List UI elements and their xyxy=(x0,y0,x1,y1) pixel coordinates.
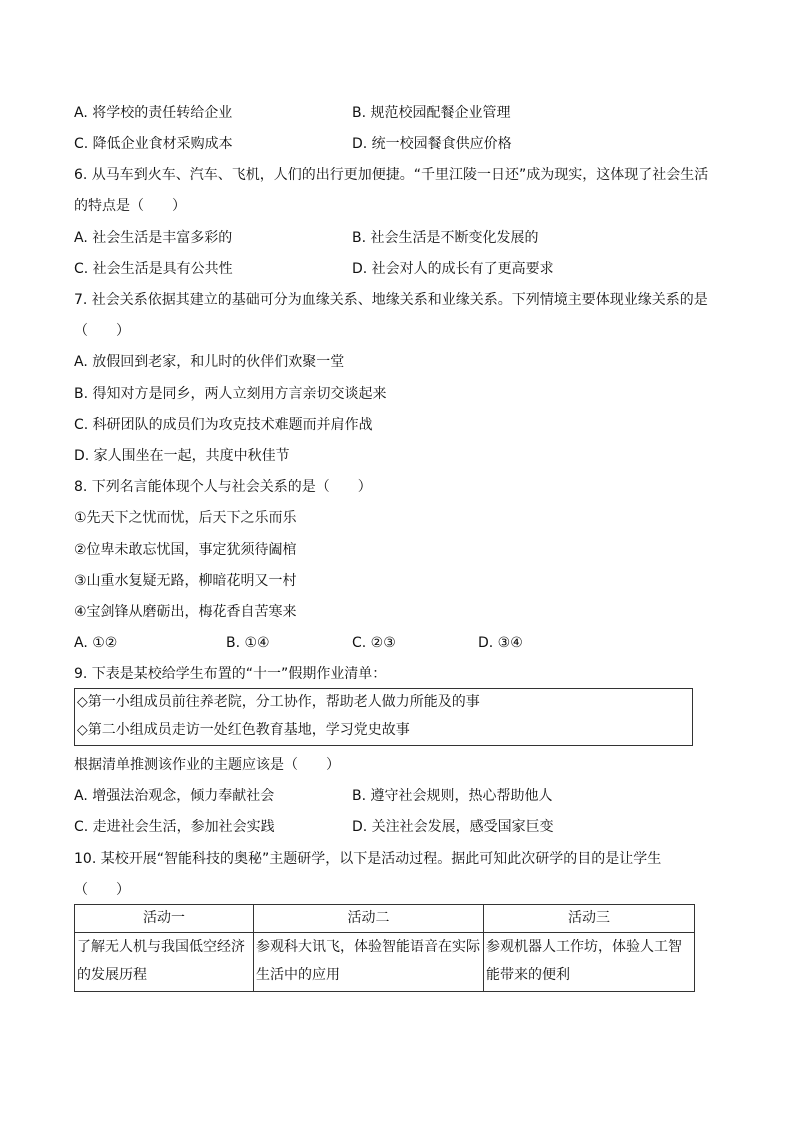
q5-option-a: A. 将学校的责任转给企业 xyxy=(74,105,233,121)
q9-list-item-2: ◇第二小组成员走访一处红色教育基地，学习党史故事 xyxy=(77,722,410,738)
table-cell: 参观科大讯飞，体验智能语音在实际生活中的应用 xyxy=(254,933,484,992)
q9-stem: 9. 下表是某校给学生布置的“十一”假期作业清单： xyxy=(74,666,387,682)
q5-option-c: C. 降低企业食材采购成本 xyxy=(74,136,233,152)
table-cell: 了解无人机与我国低空经济的发展历程 xyxy=(75,933,254,992)
q9-stem-2: 根据清单推测该作业的主题应该是（ ） xyxy=(74,757,340,773)
q7-stem-line2: （ ） xyxy=(74,323,130,339)
q7-option-c: C. 科研团队的成员们为攻克技术难题而并肩作战 xyxy=(74,417,373,433)
q6-option-d: D. 社会对人的成长有了更高要求 xyxy=(352,261,554,277)
q6-stem-line2: 的特点是（ ） xyxy=(74,198,186,214)
table-header-cell: 活动一 xyxy=(75,905,254,933)
q9-homework-list-box xyxy=(74,688,693,746)
q9-option-a: A. 增强法治观念，倾力奉献社会 xyxy=(74,788,275,804)
q9-option-c: C. 走进社会生活，参加社会实践 xyxy=(74,819,275,835)
q9-option-b: B. 遵守社会规则，热心帮助他人 xyxy=(352,788,553,804)
q8-option-d: D. ③④ xyxy=(478,635,523,651)
q8-quote-4: ④宝剑锋从磨砺出，梅花香自苦寒来 xyxy=(74,604,297,620)
q10-stem-line2: （ ） xyxy=(74,882,130,898)
q5-option-d: D. 统一校园餐食供应价格 xyxy=(352,136,512,152)
q7-option-d: D. 家人围坐在一起，共度中秋佳节 xyxy=(74,448,290,464)
table-header-cell: 活动三 xyxy=(484,905,695,933)
q7-option-a: A. 放假回到老家，和儿时的伙伴们欢聚一堂 xyxy=(74,354,345,370)
q6-option-a: A. 社会生活是丰富多彩的 xyxy=(74,230,233,246)
table-header-cell: 活动二 xyxy=(254,905,484,933)
q5-option-b: B. 规范校园配餐企业管理 xyxy=(352,105,511,121)
q8-quote-1: ①先天下之忧而忧，后天下之乐而乐 xyxy=(74,510,297,526)
table-row xyxy=(75,933,695,992)
table-header-row xyxy=(75,905,695,933)
q8-option-c: C. ②③ xyxy=(352,635,396,651)
q10-stem-line1: 10. 某校开展“智能科技的奥秘”主题研学，以下是活动过程。据此可知此次研学的目的是让学生 xyxy=(74,851,662,867)
q10-activity-table xyxy=(74,904,695,992)
q8-quote-3: ③山重水复疑无路，柳暗花明又一村 xyxy=(74,573,297,589)
q8-stem: 8. 下列名言能体现个人与社会关系的是（ ） xyxy=(74,479,372,495)
q8-option-b: B. ①④ xyxy=(226,635,270,651)
q6-option-c: C. 社会生活是具有公共性 xyxy=(74,261,233,277)
table-cell: 参观机器人工作坊，体验人工智能带来的便利 xyxy=(484,933,695,992)
q8-quote-2: ②位卑未敢忘忧国，事定犹须待阖棺 xyxy=(74,542,297,558)
q8-option-a: A. ①② xyxy=(74,635,118,651)
q9-list-item-1: ◇第一小组成员前往养老院，分工协作，帮助老人做力所能及的事 xyxy=(77,694,480,710)
q7-stem-line1: 7. 社会关系依据其建立的基础可分为血缘关系、地缘关系和业缘关系。下列情境主要体现业缘关系的是 xyxy=(74,292,708,308)
q6-stem-line1: 6. 从马车到火车、汽车、飞机，人们的出行更加便捷。“千里江陵一日还”成为现实，这体现了社会生活 xyxy=(74,167,709,183)
q9-option-d: D. 关注社会发展，感受国家巨变 xyxy=(352,819,554,835)
q7-option-b: B. 得知对方是同乡，两人立刻用方言亲切交谈起来 xyxy=(74,386,387,402)
q6-option-b: B. 社会生活是不断变化发展的 xyxy=(352,230,539,246)
